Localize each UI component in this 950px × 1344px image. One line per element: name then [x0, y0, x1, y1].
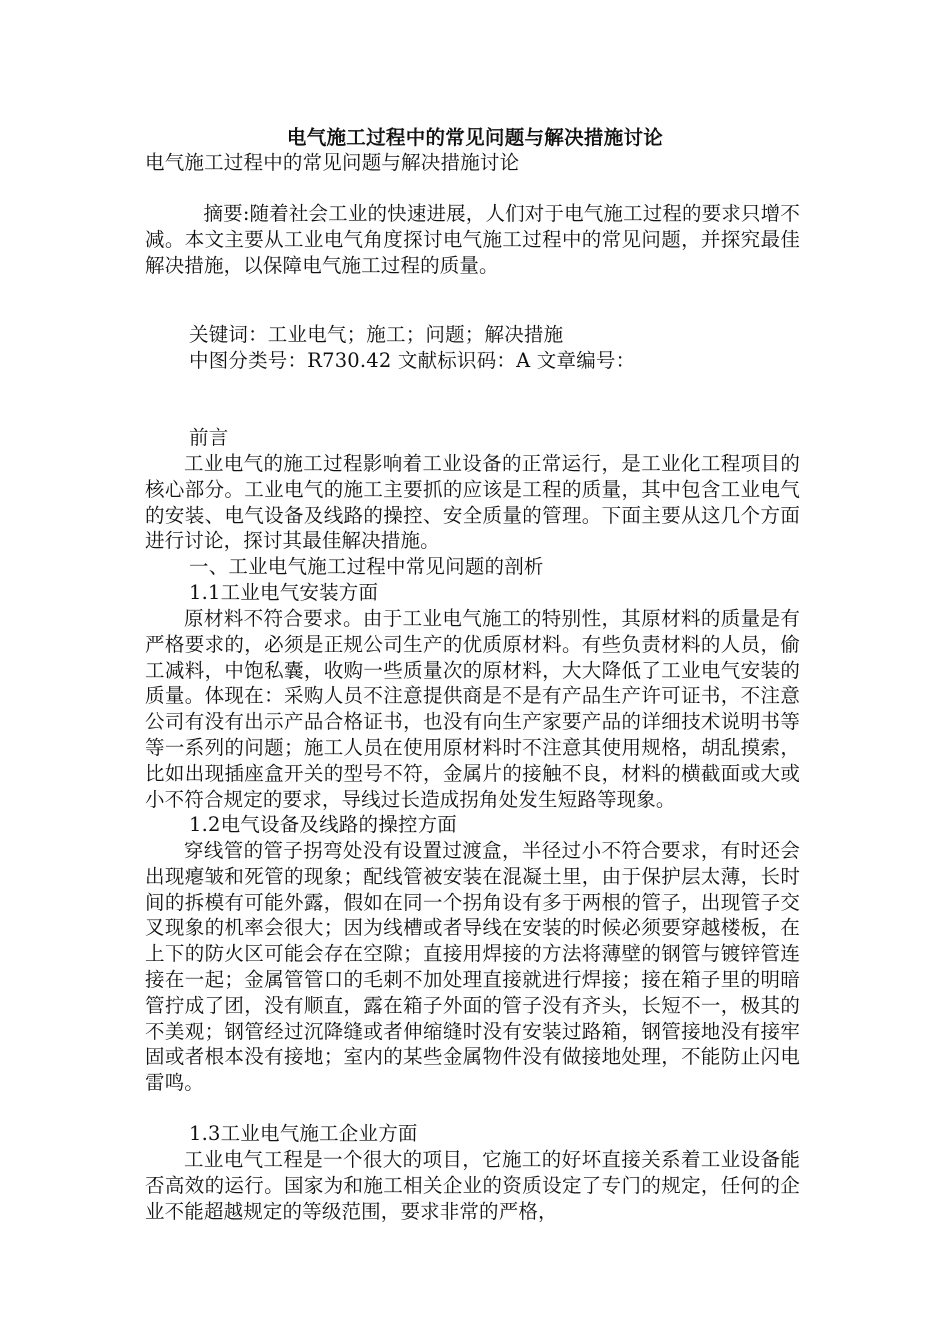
- section-1-heading: 一、工业电气施工过程中常见问题的剖析: [189, 555, 544, 578]
- section-1-1-paragraph: [145, 606, 800, 812]
- preface-text: 工业电气的施工过程影响着工业设备的正常运行，是工业化工程项目的核心部分。工业电气的施工主要抓的应该是工程的质量，其中包含工业电气的安装、电气设备及线路的操控、安全质量的管理。下面主要从这几个方面进行讨论，探讨其最佳解决措施。: [145, 452, 800, 553]
- document-title: 电气施工过程中的常见问题与解决措施讨论: [286, 126, 664, 149]
- section-1-2-paragraph: [145, 838, 800, 1096]
- keywords-line: 关键词：工业电气；施工；问题；解决措施: [189, 323, 564, 346]
- section-1-1-heading: 1.1工业电气安装方面: [189, 581, 379, 604]
- classification-line: 中图分类号：R730.42 文献标识码：A 文章编号：: [189, 349, 636, 372]
- abstract-text: 摘要:随着社会工业的快速进展，人们对于电气施工过程的要求只增不减。本文主要从工业电气角度探讨电气施工过程中的常见问题，并探究最佳解决措施，以保障电气施工过程的质量。: [145, 202, 800, 277]
- document-subtitle: 电气施工过程中的常见问题与解决措施讨论: [145, 151, 520, 174]
- abstract-paragraph: [145, 201, 800, 278]
- preface-paragraph: [145, 451, 800, 554]
- section-1-2-heading: 1.2电气设备及线路的操控方面: [189, 813, 458, 836]
- section-1-3-paragraph: [145, 1147, 800, 1224]
- section-1-1-text: 原材料不符合要求。由于工业电气施工的特别性，其原材料的质量是有严格要求的，必须是正规公司生产的优质原材料。有些负责材料的人员，偷工减料，中饱私囊，收购一些质量次的原材料，大大降低了工业电气安装的质量。体现在：采购人员不注意提供商是不是有产品生产许可证书，不注意公司有没有出示产品合格证书，也没有向生产家要产品的详细技术说明书等等一系列的问题；施工人员在使用原材料时不注意其使用规格，胡乱摸索，比如出现插座盒开关的型号不符，金属片的接触不良，材料的横截面或大或小不符合规定的要求，导线过长造成拐角处发生短路等现象。: [145, 607, 800, 811]
- section-1-3-heading: 1.3工业电气施工企业方面: [189, 1122, 418, 1145]
- section-1-2-text: 穿线管的管子拐弯处没有设置过渡盒，半径过小不符合要求，有时还会出现瘪皱和死管的现象；配线管被安装在混凝土里，由于保护层太薄，长时间的拆模有可能外露，假如在同一个拐角设有多于两根的管子，出现管子交叉现象的机率会很大；因为线槽或者导线在安装的时候必须要穿越楼板，在上下的防火区可能会存在空隙；直接用焊接的方法将薄壁的钢管与镀锌管连接在一起；金属管管口的毛刺不加处理直接就进行焊接；接在箱子里的明暗管拧成了团，没有顺直，露在箱子外面的管子没有齐头，长短不一，极其的不美观；钢管经过沉降缝或者伸缩缝时没有安装过路箱，钢管接地没有接牢固或者根本没有接地；室内的某些金属物件没有做接地处理，不能防止闪电雷鸣。: [145, 839, 800, 1095]
- preface-heading: 前言: [189, 426, 229, 449]
- section-1-3-text: 工业电气工程是一个很大的项目，它施工的好坏直接关系着工业设备能否高效的运行。国家为和施工相关企业的资质设定了专门的规定，任何的企业不能超越规定的等级范围，要求非常的严格，: [145, 1148, 800, 1223]
